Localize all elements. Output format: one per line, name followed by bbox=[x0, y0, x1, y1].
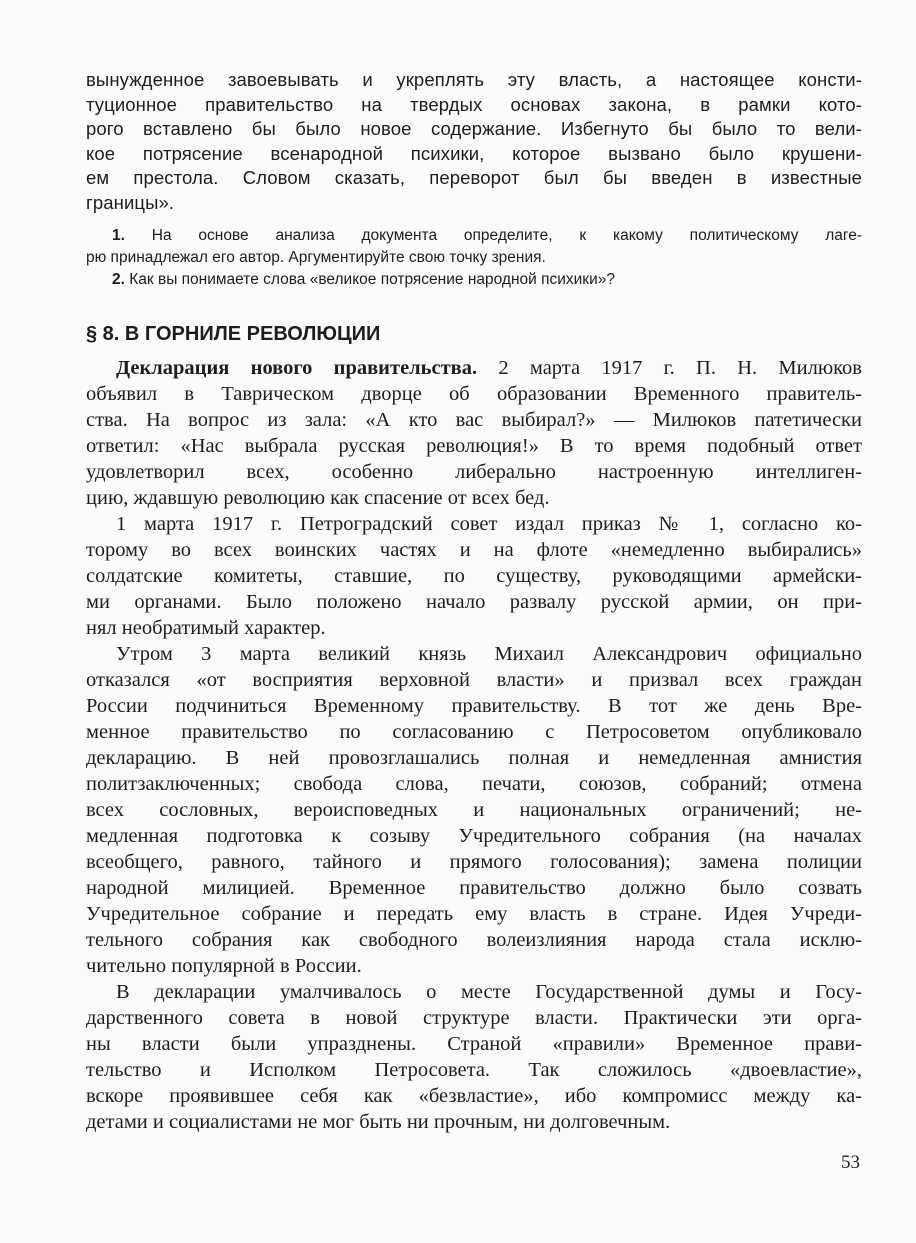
paragraph-text: удовлетворил всех, особенно либерально настроенную интеллиген- bbox=[86, 461, 862, 483]
paragraph-text: Учредительное собрание и передать ему власть в стране. Идея Учреди- bbox=[86, 903, 862, 925]
text-line bbox=[86, 901, 862, 927]
paragraph bbox=[86, 355, 862, 511]
paragraph-text: В декларации умалчивалось о месте Государственной думы и Госу- bbox=[116, 981, 862, 1003]
paragraph-text: ны власти были упразднены. Страной «правили» Временное прави- bbox=[86, 1033, 862, 1055]
paragraph bbox=[86, 979, 862, 1135]
text-line: кое потрясение всенародной психики, которое вызвано было крушени- bbox=[86, 142, 862, 164]
paragraph-text: политзаключенных; свобода слова, печати, союзов, собраний; отмена bbox=[86, 773, 862, 795]
text-line bbox=[86, 563, 862, 589]
text-line: рого вставлено бы было новое содержание. Избегнуто бы было то вели- bbox=[86, 118, 862, 139]
text-line bbox=[86, 269, 862, 291]
text-line bbox=[86, 355, 862, 381]
paragraph-text: вскоре проявившее себя как «безвластие», ибо компромисс между ка- bbox=[86, 1085, 862, 1107]
text-line bbox=[86, 1031, 862, 1057]
paragraph bbox=[86, 511, 862, 641]
paragraph-text: 1 марта 1917 г. Петроградский совет издал приказ № 1, согласно ко- bbox=[116, 513, 862, 535]
text-line bbox=[86, 615, 862, 641]
paragraph-text: тельство и Исполком Петросовета. Так сложилось «двоевластие», bbox=[86, 1059, 862, 1081]
text-line bbox=[86, 511, 862, 537]
text-line: ем престола. Словом сказать, переворот был бы введен в известные bbox=[86, 167, 862, 188]
paragraph-text: цию, ждавшую революцию как спасение от всех бед. bbox=[86, 487, 550, 509]
paragraph-text: Утром 3 марта великий князь Михаил Александрович официально bbox=[116, 643, 862, 665]
paragraph bbox=[86, 641, 862, 979]
text-line bbox=[86, 953, 862, 979]
text-line bbox=[86, 797, 862, 823]
paragraph-text: России подчиниться Временному правительству. В тот же день Вре- bbox=[86, 695, 862, 717]
text-line bbox=[86, 875, 862, 901]
paragraph-text: торому во всех воинских частях и на флоте «немедленно выбирались» bbox=[86, 539, 862, 561]
text-line bbox=[86, 433, 862, 459]
text-line bbox=[86, 667, 862, 693]
paragraph-text: нял необратимый характер. bbox=[86, 617, 326, 639]
paragraph-text: всех сословных, вероисповедных и национальных ограничений; не- bbox=[86, 799, 862, 821]
text-line bbox=[86, 1057, 862, 1083]
text-line bbox=[86, 225, 862, 247]
text-line bbox=[86, 745, 862, 771]
paragraph-text: объявил в Таврическом дворце об образовании Временного правитель- bbox=[86, 383, 862, 405]
text-line bbox=[86, 979, 862, 1005]
text-line bbox=[86, 589, 862, 615]
text-line bbox=[86, 849, 862, 875]
paragraph-text: детами и социалистами не мог быть ни прочным, ни долговечным. bbox=[86, 1111, 671, 1133]
text-line bbox=[86, 537, 862, 563]
questions-list bbox=[86, 225, 862, 291]
paragraph-text: чительно популярной в России. bbox=[86, 955, 362, 977]
page-number: 53 bbox=[841, 1152, 860, 1173]
paragraph-text: отказался «от восприятия верховной власти» и призвал всех граждан bbox=[86, 669, 862, 691]
paragraph-text: тельного собрания как свободного волеизлияния народа стала исклю- bbox=[86, 929, 862, 951]
question-text: Как вы понимаете слова «великое потрясение народной психики»? bbox=[124, 271, 615, 288]
question-item bbox=[86, 269, 862, 291]
text-line bbox=[86, 1109, 862, 1135]
text-line bbox=[86, 719, 862, 745]
paragraph-text: 2 марта 1917 г. П. Н. Милюков bbox=[477, 357, 862, 379]
paragraph-text: ми органами. Было положено начало развалу русской армии, он при- bbox=[86, 591, 862, 613]
paragraph-text: менное правительство по согласованию с Петросоветом опубликовало bbox=[86, 721, 862, 743]
text-line: вынужденное завоевывать и укреплять эту власть, а настоящее консти- bbox=[86, 69, 862, 90]
question-number: 2. bbox=[112, 271, 125, 288]
paragraph-text: всеобщего, равного, тайного и прямого голосования); замена полиции bbox=[86, 851, 862, 873]
paragraph-lead: Декларация нового правительства. bbox=[116, 357, 478, 379]
text-line: границы». bbox=[86, 191, 175, 213]
text-line bbox=[86, 381, 862, 407]
question-number: 1. bbox=[112, 227, 125, 244]
text-line bbox=[86, 823, 862, 849]
paragraph-text: декларацию. В ней провозглашались полная и немедленная амнистия bbox=[86, 747, 862, 769]
text-line bbox=[86, 485, 862, 511]
paragraph-text: дарственного совета в новой структуре власти. Практически эти орга- bbox=[86, 1007, 862, 1029]
text-line bbox=[86, 641, 862, 667]
paragraph-text: ства. На вопрос из зала: «А кто вас выбирал?» — Милюков патетически bbox=[86, 409, 862, 431]
paragraph-text: ответил: «Нас выбрала русская революция!» В то время подобный ответ bbox=[86, 435, 862, 457]
page-content bbox=[86, 68, 862, 1135]
text-line bbox=[86, 771, 862, 797]
paragraph-text: солдатские комитеты, ставшие, по существу, руководящими армейски- bbox=[86, 565, 862, 587]
question-text: рю принадлежал его автор. Аргументируйте свою точку зрения. bbox=[86, 249, 546, 266]
question-text: На основе анализа документа определите, к какому политическому лаге- bbox=[124, 227, 862, 244]
text-line bbox=[86, 1005, 862, 1031]
paragraph-text: народной милицией. Временное правительство должно было созвать bbox=[86, 877, 862, 899]
paragraph-text: медленная подготовка к созыву Учредительного собрания (на началах bbox=[86, 825, 862, 847]
section-heading: § 8. В ГОРНИЛЕ РЕВОЛЮЦИИ bbox=[86, 323, 381, 345]
text-line bbox=[86, 247, 862, 269]
question-item bbox=[86, 225, 862, 269]
text-line bbox=[86, 459, 862, 485]
text-line bbox=[86, 1083, 862, 1109]
text-line bbox=[86, 927, 862, 953]
section-body bbox=[86, 355, 862, 1135]
text-line bbox=[86, 407, 862, 433]
text-line: туционное правительство на твердых основах закона, в рамки кото- bbox=[86, 93, 862, 115]
document-quote bbox=[86, 68, 862, 215]
text-line bbox=[86, 693, 862, 719]
